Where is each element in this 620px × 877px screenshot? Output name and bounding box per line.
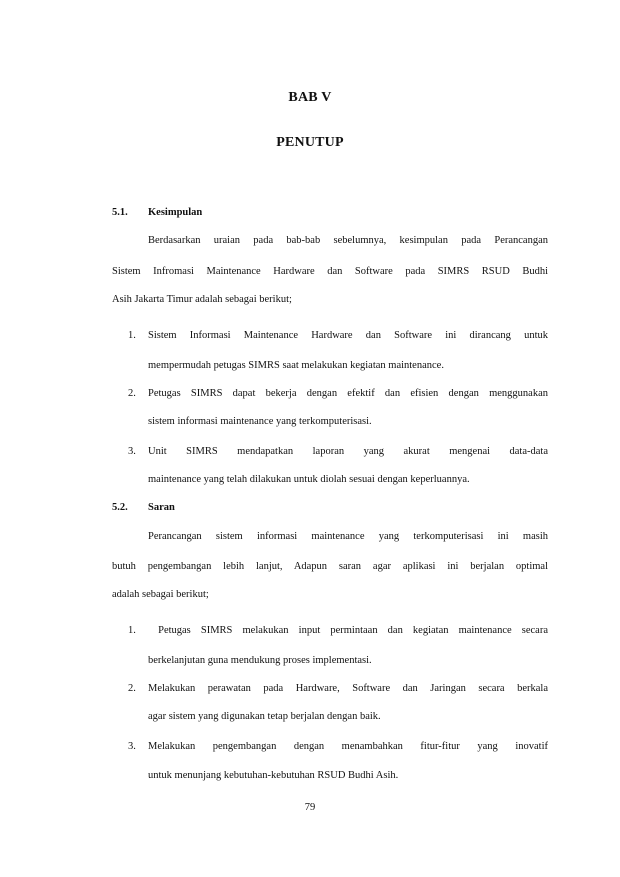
list-item-line: sistem informasi maintenance yang terkomputerisasi. xyxy=(148,416,372,427)
list-item-line: Sistem Informasi Maintenance Hardware dan Software ini dirancang untuk xyxy=(148,330,548,341)
paragraph-line: Sistem Infromasi Maintenance Hardware dan Software pada SIMRS RSUD Budhi xyxy=(112,266,548,277)
paragraph-line: Perancangan sistem informasi maintenance yang terkomputerisasi ini masih xyxy=(148,531,548,542)
list-number: 1. xyxy=(128,330,136,341)
list-item-line: mempermudah petugas SIMRS saat melakukan kegiatan maintenance. xyxy=(148,360,444,371)
paragraph-line: butuh pengembangan lebih lanjut, Adapun saran agar aplikasi ini berjalan optimal xyxy=(112,561,548,572)
list-item-line: Unit SIMRS mendapatkan laporan yang akurat mengenai data-data xyxy=(148,446,548,457)
paragraph-line: Berdasarkan uraian pada bab-bab sebelumnya, kesimpulan pada Perancangan xyxy=(148,235,548,246)
list-number: 3. xyxy=(128,741,136,752)
list-item-line: Petugas SIMRS melakukan input permintaan dan kegiatan maintenance secara xyxy=(148,625,548,636)
list-number: 3. xyxy=(128,446,136,457)
page-number: 79 xyxy=(304,802,316,813)
section-number: 5.1. xyxy=(112,207,128,218)
list-item-line: Melakukan perawatan pada Hardware, Software dan Jaringan secara berkala xyxy=(148,683,548,694)
list-item-line: maintenance yang telah dilakukan untuk diolah sesuai dengan keperluannya. xyxy=(148,474,470,485)
list-item-line: Petugas SIMRS dapat bekerja dengan efektif dan efisien dengan menggunakan xyxy=(148,388,548,399)
paragraph-line: adalah sebagai berikut; xyxy=(112,589,209,600)
paragraph-line: Asih Jakarta Timur adalah sebagai berikut; xyxy=(112,294,292,305)
section-title: Saran xyxy=(148,502,175,513)
list-item-line: agar sistem yang digunakan tetap berjalan dengan baik. xyxy=(148,711,381,722)
chapter-heading: BAB V xyxy=(288,90,332,105)
section-title: Kesimpulan xyxy=(148,207,203,218)
list-number: 2. xyxy=(128,683,136,694)
list-item-line: untuk menunjang kebutuhan-kebutuhan RSUD Budhi Asih. xyxy=(148,770,399,781)
section-number: 5.2. xyxy=(112,502,128,513)
list-number: 1. xyxy=(128,625,136,636)
chapter-title: PENUTUP xyxy=(276,135,344,150)
list-item-line: Melakukan pengembangan dengan menambahkan fitur-fitur yang inovatif xyxy=(148,741,548,752)
list-item-line: berkelanjutan guna mendukung proses implementasi. xyxy=(148,655,372,666)
list-number: 2. xyxy=(128,388,136,399)
